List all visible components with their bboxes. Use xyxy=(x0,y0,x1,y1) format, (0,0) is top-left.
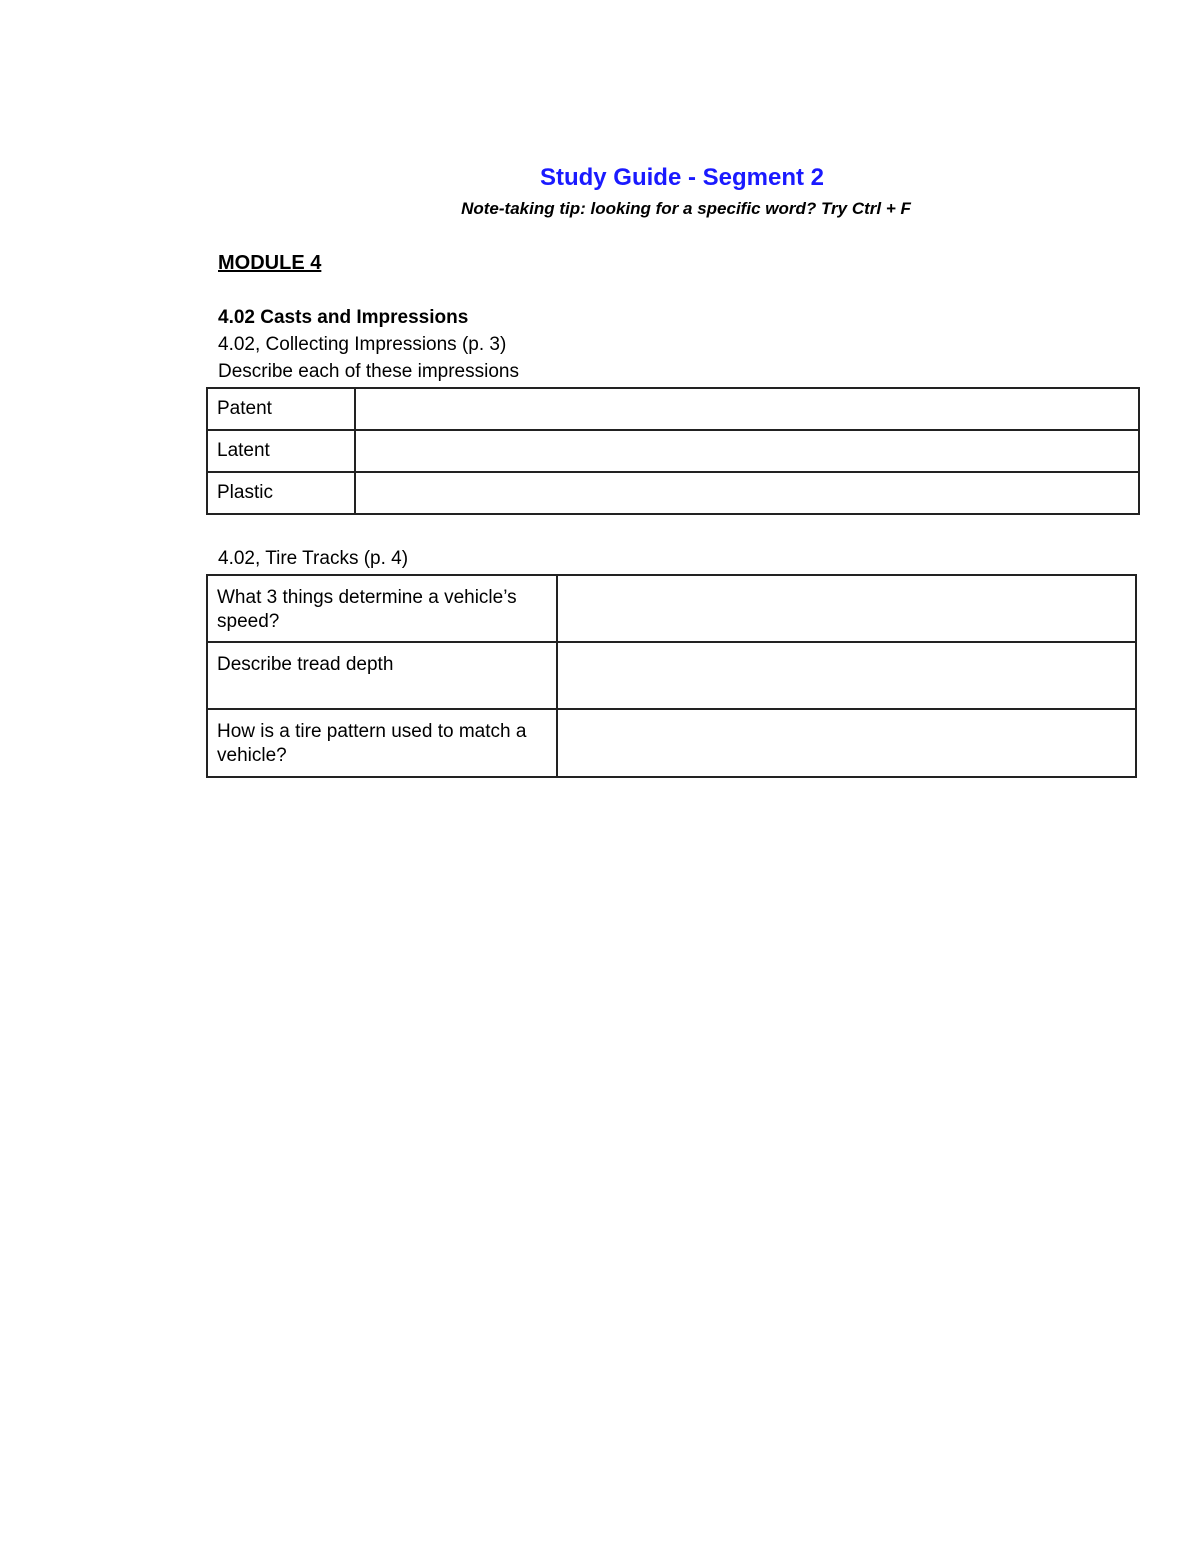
table-row xyxy=(207,388,1139,430)
tire-answer-cell[interactable] xyxy=(557,575,1136,642)
table-row xyxy=(207,709,1136,777)
page-title: Study Guide - Segment 2 xyxy=(539,164,825,191)
table-row xyxy=(207,472,1139,514)
impression-label: Patent xyxy=(207,388,355,430)
impressions-table xyxy=(206,387,1140,515)
tire-answer-cell[interactable] xyxy=(557,642,1136,709)
section-heading: 4.02 Casts and Impressions xyxy=(218,307,469,328)
impression-answer-cell[interactable] xyxy=(355,472,1139,514)
collecting-impressions-reference: 4.02, Collecting Impressions (p. 3) xyxy=(218,334,507,355)
impression-label: Latent xyxy=(207,430,355,472)
table-row xyxy=(207,642,1136,709)
module-heading: MODULE 4 xyxy=(218,252,322,274)
tire-tracks-reference: 4.02, Tire Tracks (p. 4) xyxy=(218,548,409,569)
tire-tracks-table xyxy=(206,574,1137,778)
note-taking-tip: Note-taking tip: looking for a specific word? Try Ctrl + F xyxy=(461,199,911,218)
tire-question: Describe tread depth xyxy=(207,642,557,709)
impression-answer-cell[interactable] xyxy=(355,430,1139,472)
table-row xyxy=(207,430,1139,472)
tire-answer-cell[interactable] xyxy=(557,709,1136,777)
tire-question: What 3 things determine a vehicle’s speed? xyxy=(207,575,557,642)
collecting-impressions-prompt: Describe each of these impressions xyxy=(218,361,519,382)
impression-answer-cell[interactable] xyxy=(355,388,1139,430)
impression-label: Plastic xyxy=(207,472,355,514)
tire-question: How is a tire pattern used to match a vehicle? xyxy=(207,709,557,777)
table-row xyxy=(207,575,1136,642)
